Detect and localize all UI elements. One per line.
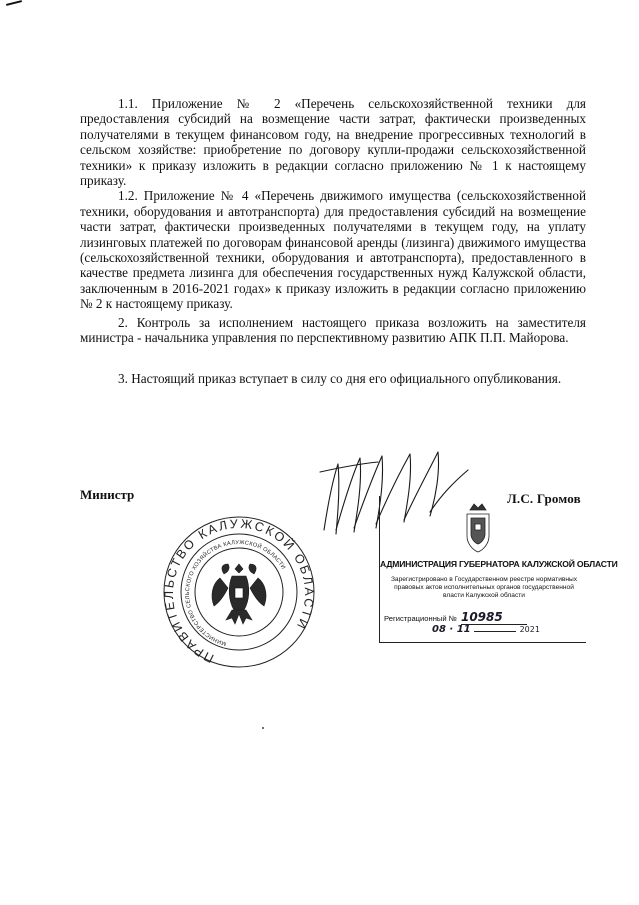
- paragraph-1-1: 1.1. Приложение № 2 «Перечень сельскохозяйственной техники для предоставления субсидий на возмещение части затрат, фактически произведенных получателями в текущем финансовом году, на внедрение прогрессивных технологий в сельском хозяйстве: приобретение по договору купли-продажи сельскохозяйственной техники» к приказу изложить в редакции согласно приложению № 1 к настоящему приказу.: [80, 96, 586, 189]
- signer-name: Л.С. Громов: [507, 491, 581, 506]
- registration-date-day: 08: [432, 624, 446, 635]
- registration-stamp: [379, 496, 618, 643]
- paragraph-1-2: 1.2. Приложение № 4 «Перечень движимого имущества (сельскохозяйственной техники, оборудования и автотранспорта) для предоставления субсидий на возмещение части затрат, фактически произведенных получателями в текущем году, на уплату лизинговых платежей по договорам финансовой аренды (лизинга) движимого имущества (сельскохозяйственной техники, оборудования и автотранспорта), предоставленного в качестве предмета лизинга для обеспечения государственных нужд Калужской области, заключенным в 2016-2021 годах» к приказу изложить в редакции согласно приложению № 2 к настоящему приказу.: [80, 188, 586, 312]
- paragraph-3: 3. Настоящий приказ вступает в силу со дня его официального опубликования.: [118, 370, 562, 386]
- registration-number-value: 10985: [461, 610, 527, 625]
- svg-text:ПРАВИТЕЛЬСТВО КАЛУЖСКОЙ ОБЛАСТ: ПРАВИТЕЛЬСТВО КАЛУЖСКОЙ ОБЛАСТИ: [162, 516, 316, 666]
- registration-number-label: Регистрационный №: [384, 614, 457, 623]
- scan-speck: [262, 727, 264, 729]
- official-seal: [162, 514, 316, 670]
- signer-position: Министр: [80, 487, 135, 502]
- registration-date-month: 11: [456, 624, 471, 635]
- paragraph-2: 2. Контроль за исполнением настоящего приказа возложить на заместителя министра - начальника управления по перспективному развитию АПК П.П. Майорова.: [80, 314, 586, 346]
- document-body: [80, 96, 586, 386]
- registration-date: 08 · 11 2021: [432, 624, 540, 635]
- scan-corner-mark: [6, 0, 22, 6]
- registration-stamp-title: АДМИНИСТРАЦИЯ ГУБЕРНАТОРА КАЛУЖСКОЙ ОБЛАСТИ: [380, 559, 618, 569]
- svg-text:МИНИСТЕРСТВО СЕЛЬСКОГО ХОЗЯЙСТ: МИНИСТЕРСТВО СЕЛЬСКОГО ХОЗЯЙСТВА КАЛУЖСКОЙ ОБЛАСТИ: [184, 539, 287, 647]
- registration-number-row: [384, 610, 584, 625]
- registration-date-year: 2021: [519, 625, 540, 634]
- kaluga-coat-of-arms-icon: [464, 500, 492, 554]
- registration-stamp-note: Зарегистрировано в Государственном реестре нормативных правовых актов исполнительных органов государственной власти Калужской области: [390, 576, 578, 600]
